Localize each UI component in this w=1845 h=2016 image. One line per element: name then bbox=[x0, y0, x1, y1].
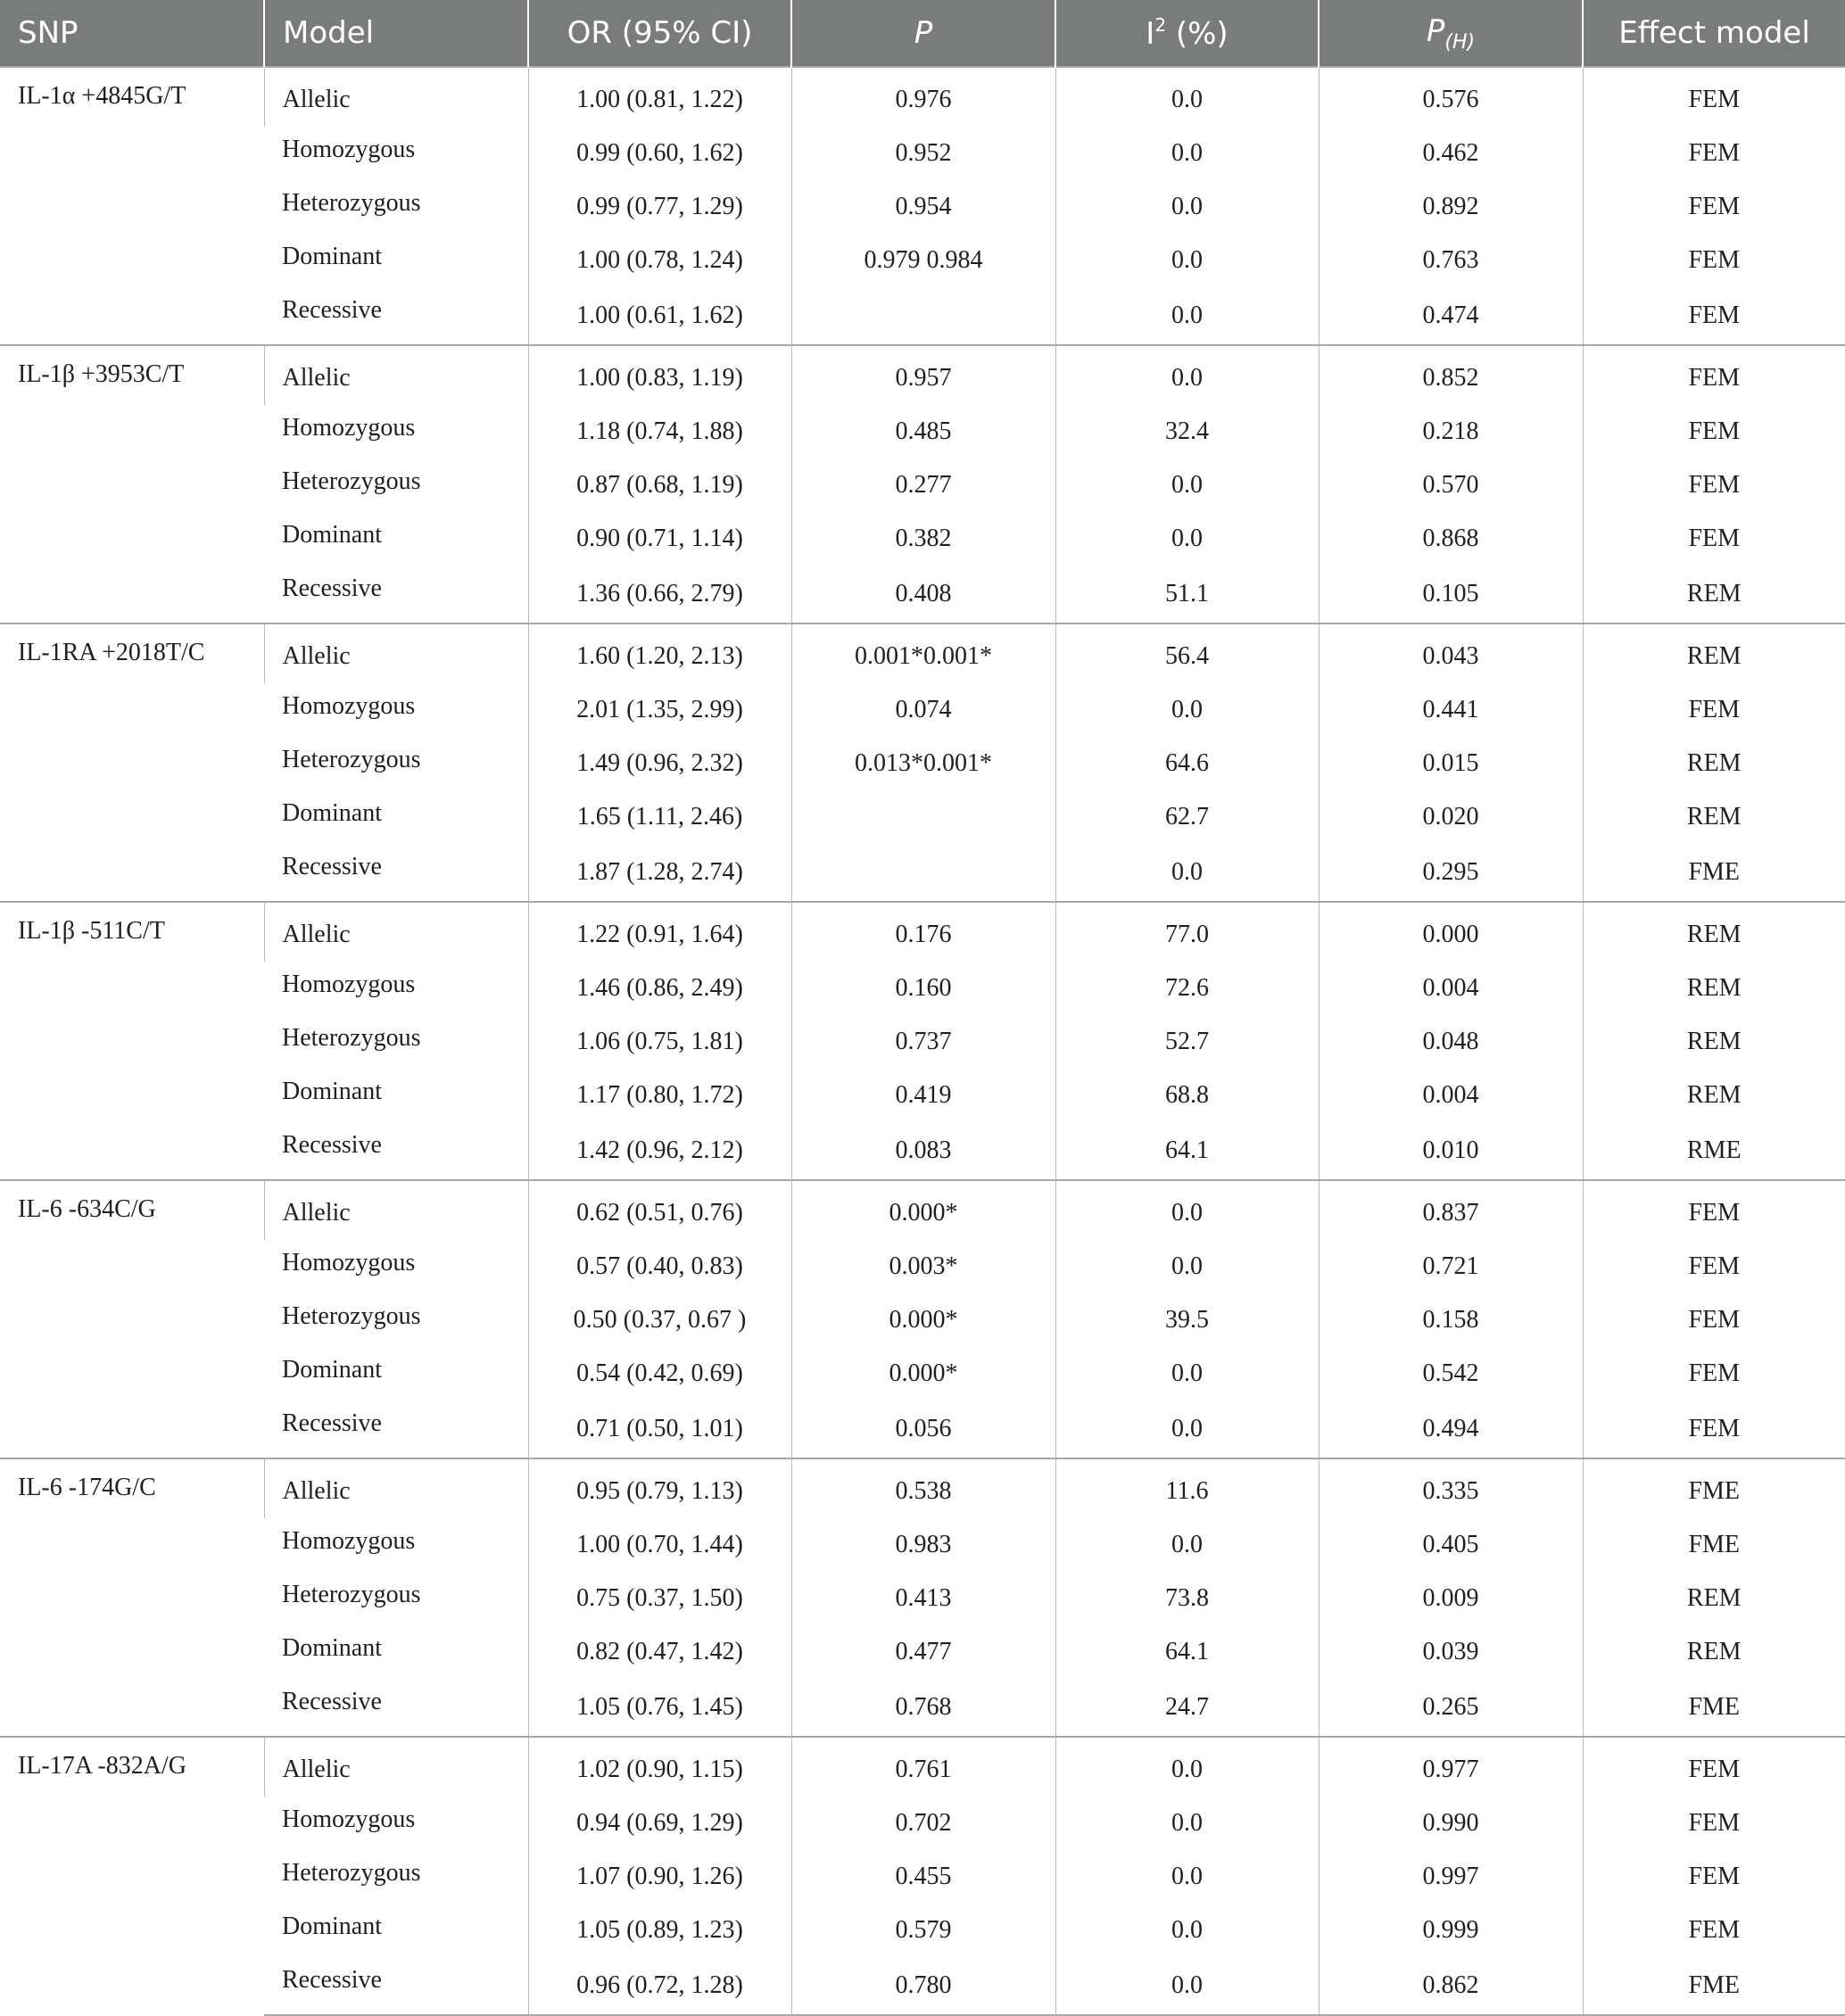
i2-cell: 0.0 bbox=[1055, 1400, 1319, 1458]
table-row bbox=[0, 1347, 1845, 1400]
ph-cell: 0.990 bbox=[1319, 1797, 1583, 1850]
or-cell: 1.46 (0.86, 2.49) bbox=[528, 962, 791, 1015]
header-ph bbox=[1319, 0, 1583, 67]
or-cell: 0.96 (0.72, 1.28) bbox=[528, 1957, 791, 2015]
p-cell: 0.579 bbox=[791, 1904, 1055, 1957]
ph-cell: 0.721 bbox=[1319, 1240, 1583, 1293]
p-cell: 0.952 bbox=[791, 127, 1055, 180]
ph-cell: 0.048 bbox=[1319, 1015, 1583, 1069]
or-cell: 0.57 (0.40, 0.83) bbox=[528, 1240, 791, 1293]
i2-cell: 39.5 bbox=[1055, 1293, 1319, 1347]
ph-cell: 0.763 bbox=[1319, 234, 1583, 287]
i2-cell: 0.0 bbox=[1055, 234, 1319, 287]
model-cell: Recessive bbox=[282, 296, 382, 324]
effect-cell: FME bbox=[1583, 1518, 1845, 1572]
table-row bbox=[0, 405, 1845, 459]
ph-cell: 0.474 bbox=[1319, 287, 1583, 345]
p-cell: 0.477 bbox=[791, 1625, 1055, 1679]
or-cell: 1.05 (0.89, 1.23) bbox=[528, 1904, 791, 1957]
table-row bbox=[0, 1737, 1845, 1797]
or-cell: 0.87 (0.68, 1.19) bbox=[528, 459, 791, 512]
effect-cell: REM bbox=[1583, 790, 1845, 844]
i2-cell: 0.0 bbox=[1055, 1240, 1319, 1293]
ph-cell: 0.020 bbox=[1319, 790, 1583, 844]
effect-cell: FEM bbox=[1583, 287, 1845, 345]
i2-cell: 0.0 bbox=[1055, 67, 1319, 127]
ph-cell: 0.158 bbox=[1319, 1293, 1583, 1347]
snp-cell: IL-6 -174G/C bbox=[0, 1458, 264, 1737]
or-cell: 1.36 (0.66, 2.79) bbox=[528, 566, 791, 624]
p-cell: 0.538 bbox=[791, 1458, 1055, 1518]
effect-cell: FME bbox=[1583, 844, 1845, 902]
p-cell: 0.768 bbox=[791, 1679, 1055, 1737]
or-cell: 1.42 (0.96, 2.12) bbox=[528, 1122, 791, 1180]
table-row bbox=[0, 1293, 1845, 1347]
model-cell: Dominant bbox=[282, 521, 382, 549]
header-ph-base: P bbox=[1426, 12, 1445, 49]
table-row bbox=[0, 345, 1845, 405]
model-cell: Heterozygous bbox=[282, 1302, 421, 1330]
ph-cell: 0.441 bbox=[1319, 683, 1583, 737]
model-cell: Homozygous bbox=[282, 1249, 416, 1277]
model-cell: Dominant bbox=[282, 1913, 382, 1940]
ph-cell: 0.105 bbox=[1319, 566, 1583, 624]
model-cell: Allelic bbox=[264, 624, 528, 683]
ph-cell: 0.852 bbox=[1319, 345, 1583, 405]
or-cell: 0.99 (0.77, 1.29) bbox=[528, 180, 791, 234]
i2-cell: 11.6 bbox=[1055, 1458, 1319, 1518]
ph-cell: 0.542 bbox=[1319, 1347, 1583, 1400]
or-cell: 1.00 (0.70, 1.44) bbox=[528, 1518, 791, 1572]
or-cell: 1.60 (1.20, 2.13) bbox=[528, 624, 791, 683]
model-cell: Homozygous bbox=[282, 692, 416, 720]
or-cell: 0.94 (0.69, 1.29) bbox=[528, 1797, 791, 1850]
i2-cell: 62.7 bbox=[1055, 790, 1319, 844]
effect-cell: REM bbox=[1583, 1069, 1845, 1122]
model-cell: Homozygous bbox=[282, 1527, 416, 1555]
model-cell: Heterozygous bbox=[282, 189, 421, 217]
model-cell: Dominant bbox=[282, 799, 382, 827]
ph-cell: 0.999 bbox=[1319, 1904, 1583, 1957]
header-ph-sub: (H) bbox=[1444, 30, 1476, 54]
or-cell: 1.00 (0.78, 1.24) bbox=[528, 234, 791, 287]
table-row bbox=[0, 683, 1845, 737]
effect-cell: FEM bbox=[1583, 1240, 1845, 1293]
i2-cell: 0.0 bbox=[1055, 1347, 1319, 1400]
i2-cell: 56.4 bbox=[1055, 624, 1319, 683]
header-row bbox=[0, 0, 1845, 67]
effect-cell: REM bbox=[1583, 1015, 1845, 1069]
snp-cell: IL-1RA +2018T/C bbox=[0, 624, 264, 902]
i2-cell: 0.0 bbox=[1055, 1737, 1319, 1797]
effect-cell: FEM bbox=[1583, 345, 1845, 405]
p-cell: 0.000* bbox=[791, 1180, 1055, 1240]
table-row bbox=[0, 1015, 1845, 1069]
effect-cell: FEM bbox=[1583, 1850, 1845, 1904]
ph-cell: 0.868 bbox=[1319, 512, 1583, 566]
ph-cell: 0.218 bbox=[1319, 405, 1583, 459]
p-cell bbox=[791, 844, 1055, 902]
or-cell: 0.82 (0.47, 1.42) bbox=[528, 1625, 791, 1679]
header-effect: Effect model bbox=[1583, 0, 1845, 67]
table-row bbox=[0, 902, 1845, 962]
model-cell: Heterozygous bbox=[282, 746, 421, 773]
snp-cell: IL-1β +3953C/T bbox=[0, 345, 264, 624]
effect-cell: FEM bbox=[1583, 1737, 1845, 1797]
effect-cell: FEM bbox=[1583, 180, 1845, 234]
effect-cell: FEM bbox=[1583, 1797, 1845, 1850]
header-or: OR (95% CI) bbox=[528, 0, 791, 67]
p-cell: 0.780 bbox=[791, 1957, 1055, 2015]
header-model: Model bbox=[264, 0, 528, 67]
effect-cell: FEM bbox=[1583, 67, 1845, 127]
p-cell bbox=[791, 287, 1055, 345]
or-cell: 1.06 (0.75, 1.81) bbox=[528, 1015, 791, 1069]
ph-cell: 0.977 bbox=[1319, 1737, 1583, 1797]
i2-cell: 32.4 bbox=[1055, 405, 1319, 459]
i2-cell: 72.6 bbox=[1055, 962, 1319, 1015]
model-cell: Homozygous bbox=[282, 414, 416, 442]
table-row bbox=[0, 1625, 1845, 1679]
or-cell: 1.17 (0.80, 1.72) bbox=[528, 1069, 791, 1122]
i2-cell: 0.0 bbox=[1055, 844, 1319, 902]
table-row bbox=[0, 1572, 1845, 1625]
table-header bbox=[0, 0, 1845, 67]
table-row bbox=[0, 844, 1845, 902]
model-cell: Heterozygous bbox=[282, 467, 421, 495]
p-cell: 0.160 bbox=[791, 962, 1055, 1015]
or-cell: 0.99 (0.60, 1.62) bbox=[528, 127, 791, 180]
p-cell: 0.761 bbox=[791, 1737, 1055, 1797]
i2-cell: 0.0 bbox=[1055, 127, 1319, 180]
effect-cell: REM bbox=[1583, 737, 1845, 790]
i2-cell: 0.0 bbox=[1055, 1904, 1319, 1957]
effect-cell: FEM bbox=[1583, 127, 1845, 180]
header-p-label: P bbox=[914, 15, 933, 51]
snp-cell: IL-1β -511C/T bbox=[0, 902, 264, 1180]
model-cell: Dominant bbox=[282, 1356, 382, 1384]
p-cell: 0.382 bbox=[791, 512, 1055, 566]
header-i2-sup: 2 bbox=[1154, 14, 1167, 36]
i2-cell: 0.0 bbox=[1055, 1518, 1319, 1572]
p-cell bbox=[791, 790, 1055, 844]
effect-cell: REM bbox=[1583, 1625, 1845, 1679]
p-cell: 0.056 bbox=[791, 1400, 1055, 1458]
table-body bbox=[0, 67, 1845, 2015]
p-cell: 0.485 bbox=[791, 405, 1055, 459]
header-i2-base: I bbox=[1146, 16, 1155, 52]
p-cell: 0.003* bbox=[791, 1240, 1055, 1293]
table-row bbox=[0, 234, 1845, 287]
or-cell: 1.65 (1.11, 2.46) bbox=[528, 790, 791, 844]
model-cell: Dominant bbox=[282, 243, 382, 270]
model-cell: Dominant bbox=[282, 1078, 382, 1105]
table-row bbox=[0, 624, 1845, 683]
i2-cell: 0.0 bbox=[1055, 180, 1319, 234]
i2-cell: 64.1 bbox=[1055, 1625, 1319, 1679]
ph-cell: 0.043 bbox=[1319, 624, 1583, 683]
table-row bbox=[0, 1240, 1845, 1293]
or-cell: 0.54 (0.42, 0.69) bbox=[528, 1347, 791, 1400]
ph-cell: 0.000 bbox=[1319, 902, 1583, 962]
effect-cell: FEM bbox=[1583, 683, 1845, 737]
i2-cell: 24.7 bbox=[1055, 1679, 1319, 1737]
or-cell: 1.87 (1.28, 2.74) bbox=[528, 844, 791, 902]
p-cell: 0.954 bbox=[791, 180, 1055, 234]
effect-cell: FEM bbox=[1583, 405, 1845, 459]
table-row bbox=[0, 127, 1845, 180]
table-row bbox=[0, 1400, 1845, 1458]
model-cell: Allelic bbox=[264, 902, 528, 962]
ph-cell: 0.862 bbox=[1319, 1957, 1583, 2015]
or-cell: 1.22 (0.91, 1.64) bbox=[528, 902, 791, 962]
or-cell: 1.00 (0.83, 1.19) bbox=[528, 345, 791, 405]
p-cell: 0.176 bbox=[791, 902, 1055, 962]
model-cell: Homozygous bbox=[282, 971, 416, 998]
p-cell: 0.702 bbox=[791, 1797, 1055, 1850]
p-cell: 0.001*0.001* bbox=[791, 624, 1055, 683]
model-cell: Recessive bbox=[282, 1409, 382, 1437]
table-row bbox=[0, 180, 1845, 234]
table-row bbox=[0, 737, 1845, 790]
snp-cell: IL-17A -832A/G bbox=[0, 1737, 264, 2015]
effect-cell: FEM bbox=[1583, 234, 1845, 287]
i2-cell: 64.1 bbox=[1055, 1122, 1319, 1180]
ph-cell: 0.494 bbox=[1319, 1400, 1583, 1458]
effect-cell: FEM bbox=[1583, 512, 1845, 566]
model-cell: Allelic bbox=[264, 1180, 528, 1240]
model-cell: Allelic bbox=[264, 1737, 528, 1797]
effect-cell: FME bbox=[1583, 1957, 1845, 2015]
table-row bbox=[0, 1518, 1845, 1572]
or-cell: 2.01 (1.35, 2.99) bbox=[528, 683, 791, 737]
model-cell: Recessive bbox=[282, 574, 382, 602]
header-p bbox=[791, 0, 1055, 67]
header-i2-unit: (%) bbox=[1166, 16, 1229, 52]
model-cell: Heterozygous bbox=[282, 1024, 421, 1052]
i2-cell: 0.0 bbox=[1055, 683, 1319, 737]
i2-cell: 0.0 bbox=[1055, 1850, 1319, 1904]
p-cell: 0.979 0.984 bbox=[791, 234, 1055, 287]
ph-cell: 0.039 bbox=[1319, 1625, 1583, 1679]
table-row bbox=[0, 1679, 1845, 1737]
p-cell: 0.000* bbox=[791, 1347, 1055, 1400]
or-cell: 1.49 (0.96, 2.32) bbox=[528, 737, 791, 790]
effect-cell: REM bbox=[1583, 566, 1845, 624]
or-cell: 0.95 (0.79, 1.13) bbox=[528, 1458, 791, 1518]
effect-cell: RME bbox=[1583, 1122, 1845, 1180]
or-cell: 0.71 (0.50, 1.01) bbox=[528, 1400, 791, 1458]
effect-cell: REM bbox=[1583, 962, 1845, 1015]
ph-cell: 0.009 bbox=[1319, 1572, 1583, 1625]
table-row bbox=[0, 287, 1845, 345]
ph-cell: 0.405 bbox=[1319, 1518, 1583, 1572]
table-row bbox=[0, 1904, 1845, 1957]
i2-cell: 64.6 bbox=[1055, 737, 1319, 790]
snp-cell: IL-1α +4845G/T bbox=[0, 67, 264, 345]
p-cell: 0.083 bbox=[791, 1122, 1055, 1180]
table-row bbox=[0, 512, 1845, 566]
table-row bbox=[0, 1180, 1845, 1240]
p-cell: 0.737 bbox=[791, 1015, 1055, 1069]
table-row bbox=[0, 1850, 1845, 1904]
table-row bbox=[0, 566, 1845, 624]
i2-cell: 0.0 bbox=[1055, 1180, 1319, 1240]
header-i2 bbox=[1055, 0, 1319, 67]
table-row bbox=[0, 67, 1845, 127]
model-cell: Allelic bbox=[264, 1458, 528, 1518]
i2-cell: 0.0 bbox=[1055, 459, 1319, 512]
or-cell: 0.62 (0.51, 0.76) bbox=[528, 1180, 791, 1240]
ph-cell: 0.004 bbox=[1319, 1069, 1583, 1122]
table-row bbox=[0, 962, 1845, 1015]
i2-cell: 0.0 bbox=[1055, 345, 1319, 405]
ph-cell: 0.576 bbox=[1319, 67, 1583, 127]
or-cell: 1.00 (0.61, 1.62) bbox=[528, 287, 791, 345]
or-cell: 1.07 (0.90, 1.26) bbox=[528, 1850, 791, 1904]
snp-cell: IL-6 -634C/G bbox=[0, 1180, 264, 1458]
i2-cell: 77.0 bbox=[1055, 902, 1319, 962]
p-cell: 0.413 bbox=[791, 1572, 1055, 1625]
or-cell: 1.00 (0.81, 1.22) bbox=[528, 67, 791, 127]
model-cell: Recessive bbox=[282, 1688, 382, 1715]
model-cell: Recessive bbox=[264, 1957, 528, 2015]
effect-cell: FEM bbox=[1583, 1180, 1845, 1240]
effect-cell: FME bbox=[1583, 1458, 1845, 1518]
effect-cell: REM bbox=[1583, 902, 1845, 962]
effect-cell: REM bbox=[1583, 1572, 1845, 1625]
ph-cell: 0.015 bbox=[1319, 737, 1583, 790]
model-cell: Dominant bbox=[282, 1634, 382, 1662]
table-row bbox=[0, 1797, 1845, 1850]
effect-cell: FEM bbox=[1583, 459, 1845, 512]
table-row bbox=[0, 1122, 1845, 1180]
effect-cell: FEM bbox=[1583, 1400, 1845, 1458]
ph-cell: 0.837 bbox=[1319, 1180, 1583, 1240]
ph-cell: 0.265 bbox=[1319, 1679, 1583, 1737]
p-cell: 0.013*0.001* bbox=[791, 737, 1055, 790]
table-row bbox=[0, 790, 1845, 844]
i2-cell: 0.0 bbox=[1055, 1957, 1319, 2015]
ph-cell: 0.892 bbox=[1319, 180, 1583, 234]
table-row bbox=[0, 1458, 1845, 1518]
model-cell: Heterozygous bbox=[282, 1859, 421, 1887]
effect-cell: FEM bbox=[1583, 1293, 1845, 1347]
p-cell: 0.419 bbox=[791, 1069, 1055, 1122]
effect-cell: FEM bbox=[1583, 1904, 1845, 1957]
ph-cell: 0.004 bbox=[1319, 962, 1583, 1015]
effect-cell: FME bbox=[1583, 1679, 1845, 1737]
or-cell: 1.02 (0.90, 1.15) bbox=[528, 1737, 791, 1797]
or-cell: 0.75 (0.37, 1.50) bbox=[528, 1572, 791, 1625]
i2-cell: 68.8 bbox=[1055, 1069, 1319, 1122]
model-cell: Recessive bbox=[282, 1131, 382, 1159]
ph-cell: 0.570 bbox=[1319, 459, 1583, 512]
model-cell: Recessive bbox=[282, 853, 382, 880]
p-cell: 0.000* bbox=[791, 1293, 1055, 1347]
i2-cell: 51.1 bbox=[1055, 566, 1319, 624]
ph-cell: 0.010 bbox=[1319, 1122, 1583, 1180]
or-cell: 1.18 (0.74, 1.88) bbox=[528, 405, 791, 459]
p-cell: 0.408 bbox=[791, 566, 1055, 624]
or-cell: 0.50 (0.37, 0.67 ) bbox=[528, 1293, 791, 1347]
ph-cell: 0.462 bbox=[1319, 127, 1583, 180]
table-row bbox=[0, 459, 1845, 512]
p-cell: 0.976 bbox=[791, 67, 1055, 127]
header-snp: SNP bbox=[0, 0, 264, 67]
or-cell: 0.90 (0.71, 1.14) bbox=[528, 512, 791, 566]
p-cell: 0.277 bbox=[791, 459, 1055, 512]
i2-cell: 52.7 bbox=[1055, 1015, 1319, 1069]
model-cell: Heterozygous bbox=[282, 1581, 421, 1608]
ph-cell: 0.295 bbox=[1319, 844, 1583, 902]
ph-cell: 0.335 bbox=[1319, 1458, 1583, 1518]
i2-cell: 73.8 bbox=[1055, 1572, 1319, 1625]
model-cell: Allelic bbox=[264, 67, 528, 127]
ph-cell: 0.997 bbox=[1319, 1850, 1583, 1904]
effect-cell: FEM bbox=[1583, 1347, 1845, 1400]
p-cell: 0.957 bbox=[791, 345, 1055, 405]
model-cell: Homozygous bbox=[282, 136, 416, 163]
p-cell: 0.983 bbox=[791, 1518, 1055, 1572]
p-cell: 0.074 bbox=[791, 683, 1055, 737]
i2-cell: 0.0 bbox=[1055, 287, 1319, 345]
effect-cell: REM bbox=[1583, 624, 1845, 683]
model-cell: Allelic bbox=[264, 345, 528, 405]
table-row bbox=[0, 1069, 1845, 1122]
table-row bbox=[0, 1957, 1845, 2015]
model-cell: Homozygous bbox=[282, 1805, 416, 1833]
or-cell: 1.05 (0.76, 1.45) bbox=[528, 1679, 791, 1737]
i2-cell: 0.0 bbox=[1055, 512, 1319, 566]
p-cell: 0.455 bbox=[791, 1850, 1055, 1904]
i2-cell: 0.0 bbox=[1055, 1797, 1319, 1850]
